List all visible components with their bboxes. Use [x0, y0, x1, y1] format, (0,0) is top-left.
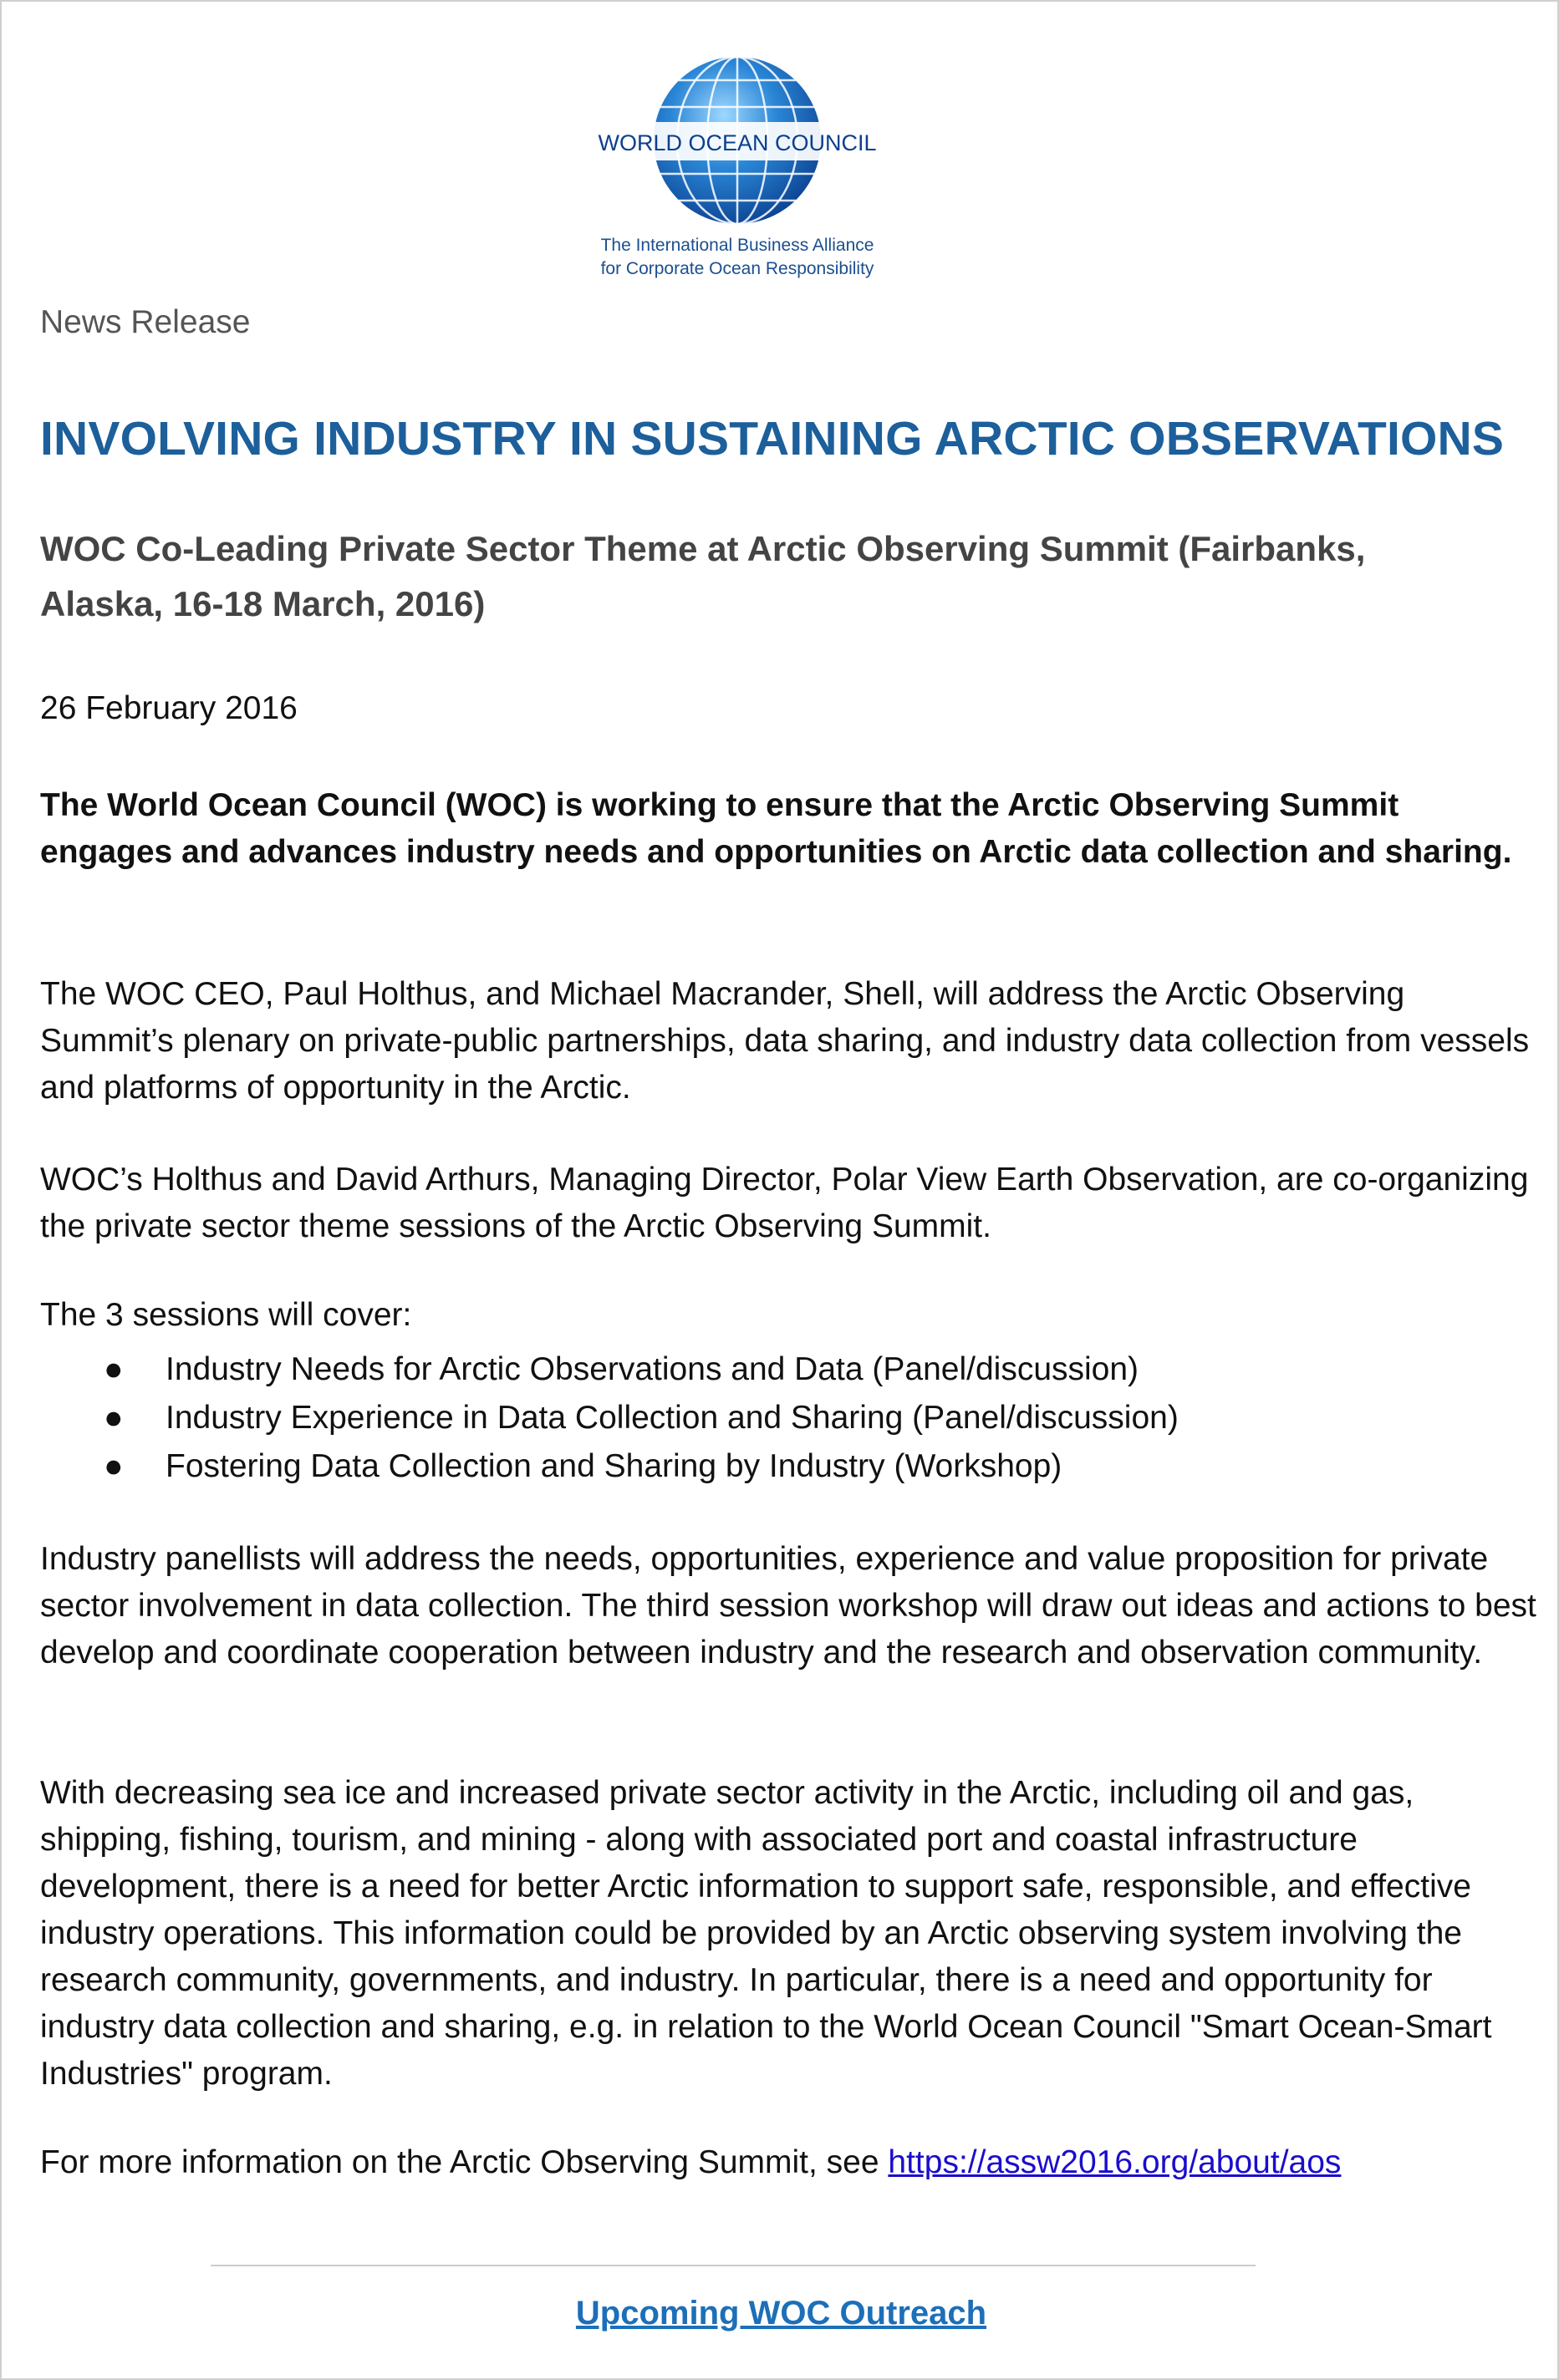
more-info-line — [40, 2144, 1341, 2181]
session-item-label: Fostering Data Collection and Sharing by Industry (Workshop) — [166, 1448, 1062, 1484]
paragraph-organizers: WOC’s Holthus and David Arthurs, Managing Director, Polar View Earth Observation, are co-organizing the private sector theme sessions of the Arctic Observing Summit. — [40, 1162, 1529, 1244]
sessions-list — [40, 1345, 1179, 1491]
bullet-icon: ● — [104, 1351, 124, 1387]
list-item — [40, 1442, 1179, 1491]
upcoming-outreach-link[interactable]: Upcoming WOC Outreach — [575, 2295, 987, 2332]
session-item-label: Industry Experience in Data Collection and Sharing (Panel/discussion) — [166, 1400, 1179, 1436]
news-release-label: News Release — [40, 304, 251, 340]
sessions-intro: The 3 sessions will cover: — [40, 1297, 412, 1333]
lead-paragraph: The World Ocean Council (WOC) is working to ensure that the Arctic Observing Summit engages and advances industry needs and opportunities on Arctic data collection and sharing. — [40, 787, 1512, 870]
logo-tagline-line1: The International Business Alliance — [600, 236, 874, 255]
bullet-icon: ● — [104, 1448, 124, 1484]
paragraph-context: With decreasing sea ice and increased private sector activity in the Arctic, including oil and gas, shipping, fishing, tourism, and mining - along with associated port and coastal infrastructure development, there is a need for better Arctic information to support safe, responsible, and effective industry operations. This information could be provided by an Arctic observing system involving the research community, governments, and industry. In particular, there is a need and opportunity for industry data collection and sharing, e.g. in relation to the World Ocean Council "Smart Ocean-Smart Industries" program. — [40, 1775, 1492, 2092]
list-item — [40, 1394, 1179, 1442]
session-item-label: Industry Needs for Arctic Observations and Data (Panel/discussion) — [166, 1351, 1139, 1387]
paragraph-panellists: Industry panellists will address the needs, opportunities, experience and value proposition for private sector involvement in data collection. The third session workshop will draw out ideas and actions to best develop and coordinate cooperation between industry and the research and observation community. — [40, 1541, 1536, 1671]
bullet-icon: ● — [104, 1400, 124, 1436]
outreach-section — [2, 2295, 1559, 2332]
more-info-text: For more information on the Arctic Observing Summit, see — [40, 2144, 889, 2180]
logo-name-text: WORLD OCEAN COUNCIL — [598, 130, 877, 155]
logo-tagline-line2: for Corporate Ocean Responsibility — [600, 259, 874, 278]
subheadline: WOC Co-Leading Private Sector Theme at Arctic Observing Summit (Fairbanks, Alaska, 16-18 March, 2016) — [40, 529, 1366, 623]
aos-link[interactable]: https://assw2016.org/about/aos — [888, 2144, 1342, 2180]
world-ocean-council-logo — [587, 42, 888, 292]
release-date: 26 February 2016 — [40, 690, 298, 726]
headline: INVOLVING INDUSTRY IN SUSTAINING ARCTIC OBSERVATIONS — [40, 412, 1505, 465]
divider — [211, 2265, 1256, 2266]
paragraph-speakers: The WOC CEO, Paul Holthus, and Michael Macrander, Shell, will address the Arctic Observing Summit’s plenary on private-public partnerships, data sharing, and industry data collection from vessels and platforms of opportunity in the Arctic. — [40, 976, 1530, 1106]
list-item — [40, 1345, 1179, 1394]
